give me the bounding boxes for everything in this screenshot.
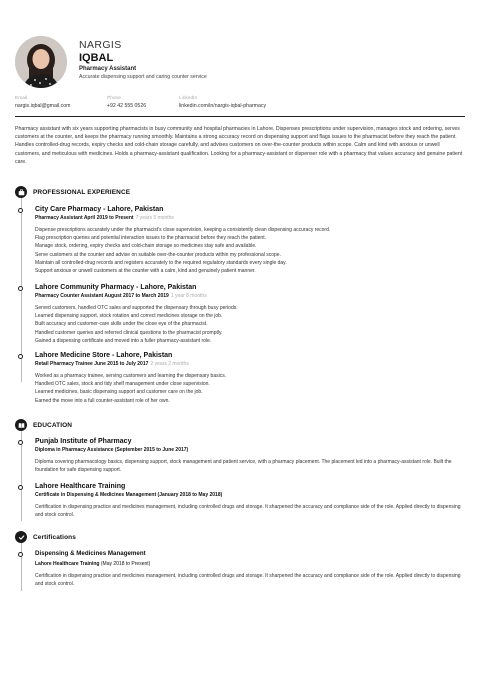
certifications-timeline	[21, 543, 22, 591]
header-divider	[15, 116, 465, 117]
duties-list	[35, 304, 465, 345]
certification-issuer	[35, 561, 465, 568]
certification-entry	[35, 549, 465, 589]
certification-description: Certification in dispensing practice and medicines management, including controlled drugs and storage. It sharpened the accuracy and compliance side of the role. Applied directly to dispensing and stock control.	[35, 573, 461, 588]
timeline-dot	[18, 440, 23, 445]
contact-email	[15, 96, 70, 110]
timeline-dot	[18, 286, 23, 291]
position	[35, 361, 465, 368]
contact-label: LinkedIn	[179, 96, 198, 101]
credential: Certificate in Dispensing & Medicines Management (January 2018 to May 2018)	[35, 492, 223, 498]
list-item: Manage stock, ordering, expiry checks and cold-chain storage so medicines stay safe and available.	[35, 243, 257, 250]
book-icon	[15, 419, 27, 431]
briefcase-icon	[15, 186, 27, 198]
list-item: Handled customer queries and referred clinical questions to the pharmacist promptly.	[35, 329, 223, 336]
header	[79, 40, 459, 80]
check-badge-icon	[15, 531, 27, 543]
email-link[interactable]: nargis.iqbal@gmail.com	[15, 103, 71, 109]
position-title: Pharmacy Counter Assistant August 2017 to March 2019	[35, 293, 169, 299]
certifications-section-header	[15, 531, 76, 543]
education-section-header	[15, 419, 72, 431]
last-name: IQBAL	[79, 52, 114, 64]
tagline: Accurate dispensing support and caring counter service	[79, 74, 207, 80]
duties-list	[35, 226, 465, 275]
position-title: Retail Pharmacy Trainee June 2015 to July 2017	[35, 361, 149, 367]
education-title: EDUCATION	[33, 421, 73, 429]
summary: Pharmacy assistant with six years supporting pharmacists in busy community and hospital pharmacies in Lahore. Dispenses prescriptions under supervision, manages stock and ordering, serves customers at the counter, and keeps the pharmacy running smoothly. Maintains a strong accuracy record on dispensing support and flags issues to the pharmacist before they reach the patient. Handles controlled-drug records, expiry checks and cold-chain storage carefully, and advises customers on over-the-counter products within scope. Calm and kind with anxious or unwell customers, and meticulous with medicines. Holds a pharmacy-assistant qualification. Looking for a pharmacy-assistant or dispenser role with a pharmacy that values accuracy and genuine patient care.	[15, 126, 463, 165]
experience-entry	[35, 351, 465, 405]
education-entry	[35, 437, 465, 475]
job-title: Pharmacy Assistant	[79, 66, 137, 72]
institution: Punjab Institute of Pharmacy	[35, 438, 132, 445]
timeline-dot	[18, 354, 23, 359]
experience-entry	[35, 205, 465, 275]
first-name: NARGIS	[79, 39, 122, 51]
list-item: Learned medicines, basic dispensing support and customer care on the job.	[35, 389, 203, 396]
education-entry	[35, 482, 465, 520]
employer: Lahore Community Pharmacy - Lahore, Pakistan	[35, 284, 197, 291]
experience-title: PROFESSIONAL EXPERIENCE	[33, 188, 131, 196]
list-item: Learned dispensing support, stock rotation and correct medicines storage on the job.	[35, 313, 223, 320]
contact-label: Email	[15, 96, 27, 101]
avatar	[15, 36, 67, 88]
contact-linkedin	[179, 96, 266, 110]
list-item: Earned the move into a full counter-assistant role of her own.	[35, 397, 170, 404]
position-title: Pharmacy Assistant April 2019 to Present	[35, 215, 134, 221]
linkedin-link[interactable]: linkedin.com/in/nargis-iqbal-pharmacy	[179, 103, 267, 109]
timeline-dot	[18, 485, 23, 490]
list-item: Handled OTC sales, stock and tidy shelf management under close supervision.	[35, 381, 210, 388]
list-item: Flag prescription queries and potential interaction issues to the pharmacist before they reach the patient.	[35, 235, 266, 242]
issuer: Lahore Healthcare Training	[35, 561, 100, 567]
credential: Diploma in Pharmacy Assistance (September 2015 to June 2017)	[35, 447, 189, 453]
list-item: Built accuracy and customer-care skills under the close eye of the pharmacist.	[35, 321, 208, 328]
experience-entry	[35, 283, 465, 345]
employer: Lahore Medicine Store - Lahore, Pakistan	[35, 352, 173, 359]
list-item: Serve customers at the counter and advise on suitable over-the-counter products within my professional scope.	[35, 251, 281, 258]
contact-label: Phone	[107, 96, 121, 101]
position	[35, 215, 465, 222]
certification-name: Dispensing & Medicines Management	[35, 550, 146, 557]
timeline-dot	[18, 552, 23, 557]
certification-dates: (May 2018 to Present)	[100, 561, 151, 567]
employer: City Care Pharmacy - Lahore, Pakistan	[35, 206, 164, 213]
duration: 1 year 8 months	[170, 293, 207, 299]
list-item: Maintain all controlled-drug records and registers accurately to the required regulatory standards every single day.	[35, 259, 287, 266]
phone-link[interactable]: +92 42 555 0526	[107, 103, 147, 109]
certifications-title: Certifications	[33, 533, 76, 541]
duration: 7 years 5 months	[135, 215, 174, 221]
list-item: Dispense prescriptions accurately under the pharmacist's close supervision, keeping a consistently clean dispensing accuracy record.	[35, 227, 331, 233]
list-item: Gained a dispensing certificate and moved into a fuller pharmacy-assistant role.	[35, 337, 212, 344]
position	[35, 293, 465, 300]
education-description: Certification in dispensing practice and medicines management, including controlled drugs and storage. It sharpened the accuracy and compliance side of the role. Applied directly to dispensing and stock control.	[35, 504, 461, 519]
contact-phone	[107, 96, 146, 110]
duties-list	[35, 372, 465, 405]
list-item: Served customers, handled OTC sales and supported the dispensary through busy periods.	[35, 305, 238, 311]
institution: Lahore Healthcare Training	[35, 483, 126, 490]
list-item: Support anxious or unwell customers at the counter with a calm, kind and genuinely patient manner.	[35, 268, 256, 275]
timeline-dot	[18, 208, 23, 213]
avatar-photo	[15, 36, 67, 88]
education-description: Diploma covering pharmacology basics, dispensing support, stock management and patient service, with a pharmacy placement. The placement led into a pharmacy-assistant role. Built the foundation for safe dispensing support.	[35, 459, 452, 474]
list-item: Worked as a pharmacy trainee, serving customers and learning the dispensary basics.	[35, 373, 227, 379]
experience-section-header	[15, 186, 130, 198]
duration: 2 years 2 months	[150, 361, 189, 367]
